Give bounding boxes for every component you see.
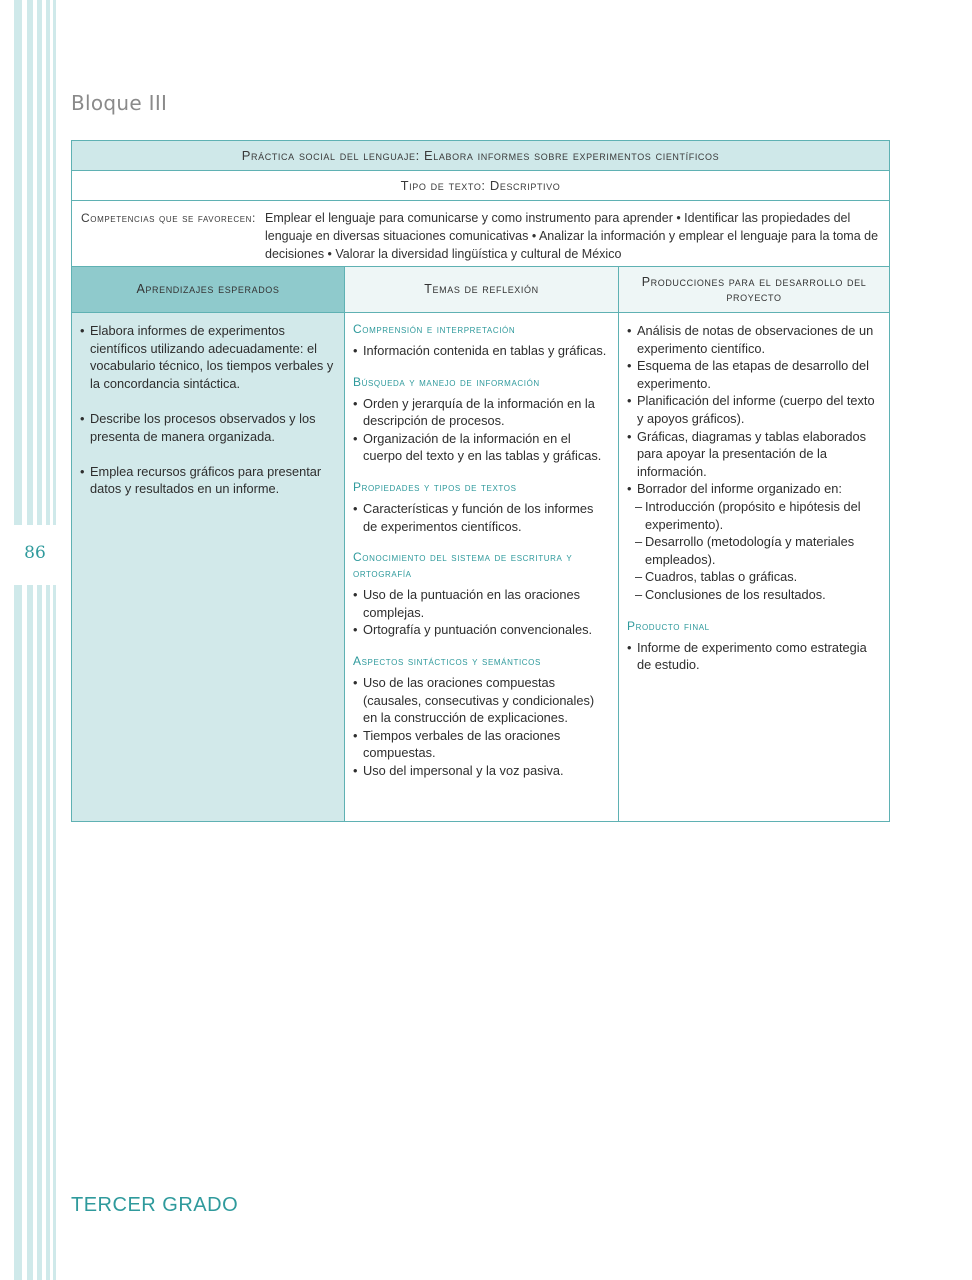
aprendizaje-item: • Emplea recursos gráficos para presentar datos y resultados en un informe.: [80, 463, 336, 498]
tema-section: [353, 321, 610, 360]
tema-item: • Información contenida en tablas y gráficas.: [353, 342, 610, 360]
produccion-item: • Esquema de las etapas de desarrollo del experimento.: [627, 357, 881, 392]
produccion-item: • Planificación del informe (cuerpo del texto y apoyos gráficos).: [627, 392, 881, 427]
tema-section-title: Aspectos sintácticos y semánticos: [353, 653, 541, 668]
produccion-item: • Gráficas, diagramas y tablas elaborados para apoyar la presentación de la información.: [627, 428, 881, 481]
produccion-subitem: – Conclusiones de los resultados.: [627, 586, 881, 604]
tema-section: [353, 653, 610, 780]
tema-item: • Uso de la puntuación en las oraciones complejas.: [353, 586, 610, 621]
tema-section: [353, 549, 610, 639]
tema-item: • Orden y jerarquía de la información en la descripción de procesos.: [353, 395, 610, 430]
tema-section: [353, 374, 610, 465]
page-number: 86: [24, 543, 46, 563]
decorative-side-stripes: [0, 0, 60, 1280]
produccion-subitem: – Cuadros, tablas o gráficas.: [627, 568, 881, 586]
aprendizaje-item: • Elabora informes de experimentos científicos utilizando adecuadamente: el vocabulario técnico, los tiempos verbales y la concordancia sintáctica.: [80, 322, 336, 392]
producciones-column: [619, 313, 889, 821]
program-table: [71, 140, 890, 822]
temas-column: [345, 313, 619, 821]
tema-section-title: Búsqueda y manejo de información: [353, 374, 540, 389]
aprendizajes-column: [72, 313, 345, 821]
header-producciones-label: Producciones para el desarrollo del proyecto: [641, 274, 867, 304]
tema-section-title: Comprensión e interpretación: [353, 322, 516, 336]
tema-item: • Uso del impersonal y la voz pasiva.: [353, 762, 610, 780]
table-body: [72, 313, 889, 821]
competencies-row: [72, 201, 889, 267]
footer-grade: TERCER GRADO: [71, 1194, 239, 1216]
tema-item: • Tiempos verbales de las oraciones compuestas.: [353, 727, 610, 762]
produccion-subitem: – Desarrollo (metodología y materiales empleados).: [627, 533, 881, 568]
tema-section-title: Conocimiento del sistema de escritura y ortografía: [353, 550, 573, 581]
produccion-item: • Borrador del informe organizado en:: [627, 480, 881, 498]
header-aprendizajes: Aprendizajes esperados: [72, 267, 345, 312]
produccion-subitem: – Introducción (propósito e hipótesis del experimento).: [627, 498, 881, 533]
aprendizaje-item: • Describe los procesos observados y los presenta de manera organizada.: [80, 410, 336, 445]
competencies-label: Competencias que se favorecen:: [81, 211, 256, 225]
produccion-item: • Análisis de notas de observaciones de un experimento científico.: [627, 322, 881, 357]
tema-item: • Organización de la información en el cuerpo del texto y en las tablas y gráficas.: [353, 430, 610, 465]
practice-row: Práctica social del lenguaje: Elabora informes sobre experimentos científicos: [72, 141, 889, 171]
producto-final-title: Producto final: [627, 618, 710, 633]
block-title: Bloque III: [71, 91, 168, 115]
producto-final-section: [627, 618, 881, 674]
header-temas: Temas de reflexión: [345, 267, 619, 312]
producto-final-item: • Informe de experimento como estrategia de estudio.: [627, 639, 881, 674]
tema-item: • Características y función de los informes de experimentos científicos.: [353, 500, 610, 535]
tema-section-title: Propiedades y tipos de textos: [353, 479, 517, 494]
text-type-row: Tipo de texto: Descriptivo: [72, 171, 889, 201]
tema-item: • Ortografía y puntuación convencionales.: [353, 621, 610, 639]
column-headers: [72, 267, 889, 313]
tema-section: [353, 479, 610, 535]
header-producciones: [619, 267, 889, 312]
competencies-text: Emplear el lenguaje para comunicarse y como instrumento para aprender • Identificar las propiedades del lenguaje en diversas situaciones comunicativas • Analizar la información y emplear el lenguaje para la toma de decisiones • Valorar la diversidad lingüística y cultural de México: [265, 211, 879, 261]
tema-item: • Uso de las oraciones compuestas (causales, consecutivas y condicionales) en la construcción de explicaciones.: [353, 674, 610, 727]
